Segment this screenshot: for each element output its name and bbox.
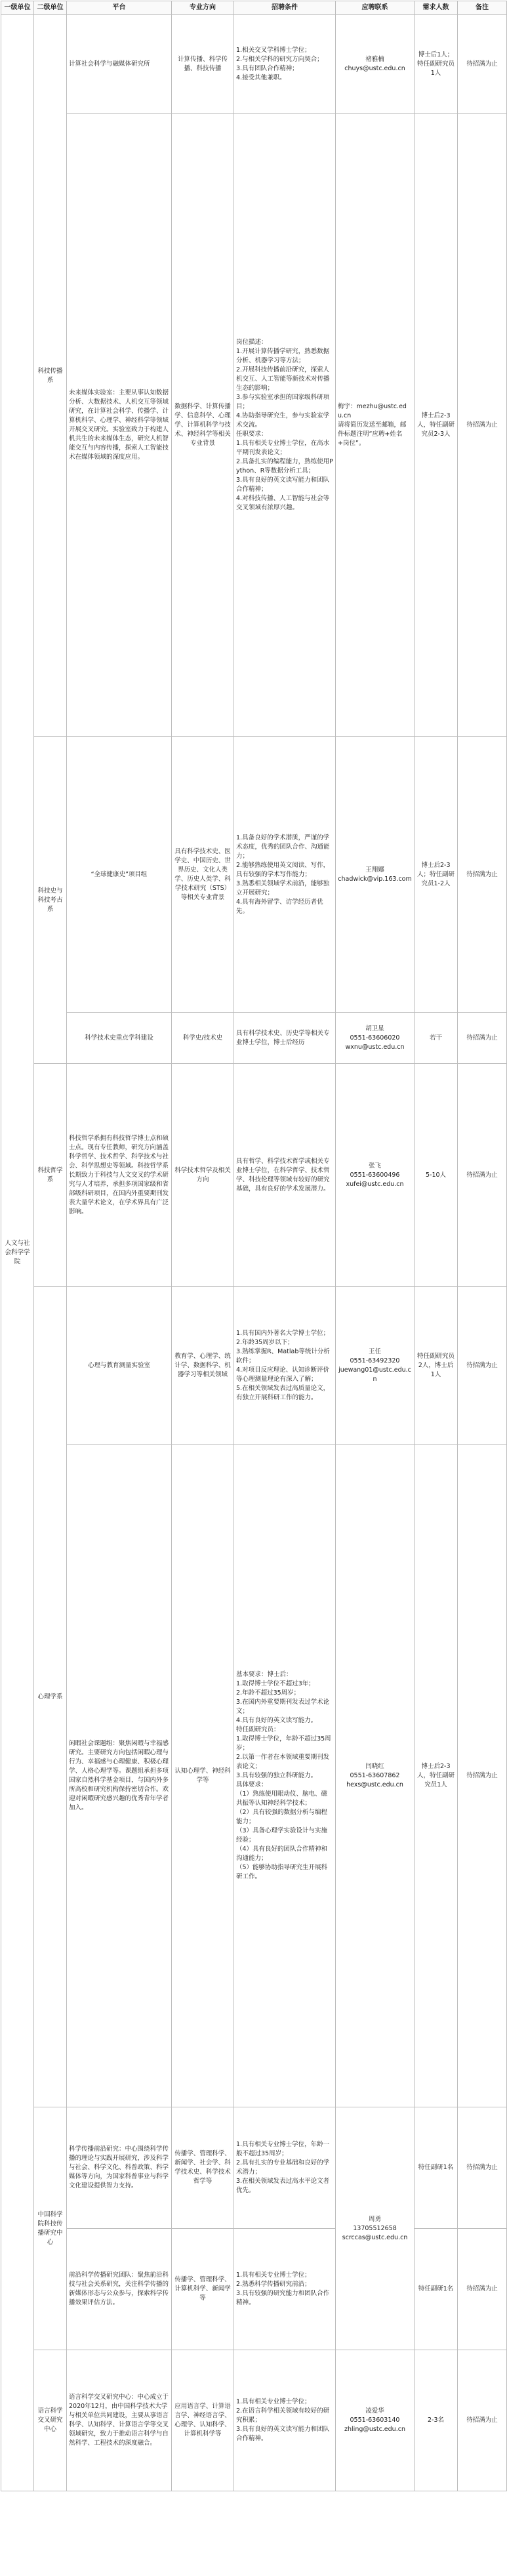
contact-cell: 王任 0551-63492320 juewang01@ustc.edu.cn — [336, 1287, 415, 1445]
major-cell: 科学史/技术史 — [172, 1013, 234, 1064]
platform-cell: “全球健康史”项目组 — [67, 737, 172, 1013]
platform-cell: 未来媒体实验室：主要从事认知数据分析、大数据技术、人机交互等领域研究，在计算社会科学、传播学、计算机科学、心理学、神经科学等领域开展交叉研究。实验室致力于构建人机共生的未来媒体生态，研究人机智能交互与内容传播，探索人工智能技术在媒体领域的深度应用。 — [67, 114, 172, 737]
major-cell: 应用语言学、计算语言学、神经语言学、心理学、认知科学、计算机科学等 — [172, 2350, 234, 2491]
contact-cell: 闫晓红 0551-63607862 hexs@ustc.edu.cn — [336, 1445, 415, 2107]
unit2-cell: 语言科学交叉研究中心 — [34, 2350, 67, 2491]
header-major: 专业方向 — [172, 1, 234, 15]
platform-cell: 前沿科学传播研究团队：聚焦前沿科技与社会关系研究，关注科学传播的新媒体形态与公众参与，探索科学传播效果评估方法。 — [67, 2229, 172, 2350]
header-note: 备注 — [458, 1, 507, 15]
table-row — [1, 2350, 507, 2491]
contact-cell: 凌爱华 0551-63603140 zhling@ustc.edu.cn — [336, 2350, 415, 2491]
count-cell: 博士后2-3人；特任副研究员1-2人 — [415, 737, 458, 1013]
note-cell: 待招满为止 — [458, 1064, 507, 1287]
note-cell: 待招满为止 — [458, 1287, 507, 1445]
count-cell: 特任副研1名 — [415, 2229, 458, 2350]
requirement-cell: 具有哲学、科学技术哲学或相关专业博士学位，在科学哲学、技术哲学、科技伦理等领域有较好的研究基础，具有良好的学术发展潜力。 — [234, 1064, 336, 1287]
major-cell: 认知心理学、神经科学等 — [172, 1445, 234, 2107]
count-cell: 特任副研究员2人，博士后1人 — [415, 1287, 458, 1445]
note-cell: 待招满为止 — [458, 2229, 507, 2350]
table-row — [1, 114, 507, 737]
contact-cell: 王翔娜 chadwick@vip.163.com — [336, 737, 415, 1013]
note-cell: 待招满为止 — [458, 2107, 507, 2229]
count-cell: 若干 — [415, 1013, 458, 1064]
platform-cell: 科学传播前沿研究：中心围绕科学传播的理论与实践开展研究，涉及科学与社会、科学文化、科普政策、科学媒体等方向，为国家科普事业与科学文化建设提供智力支持。 — [67, 2107, 172, 2229]
requirement-cell: 1.具有国内外著名大学博士学位； 2.年龄35周岁以下； 3.熟练掌握R、Matlab等统计分析软件； 4.对项目反应理论、认知诊断评价等心理测量理论有深入了解； 5.在相关领域发表过高质量论文，有独立开展科研工作的能力。 — [234, 1287, 336, 1445]
count-cell: 5-10人 — [415, 1064, 458, 1287]
unit2-cell: 科技传播系 — [34, 15, 67, 737]
unit1-cell: 人文与社会科学学院 — [1, 15, 34, 2491]
major-cell: 具有科学技术史、医学史、中国历史、世界历史、文化人类学、历史人类学、科学技术研究（STS）等相关专业背景 — [172, 737, 234, 1013]
header-unit2: 二级单位 — [34, 1, 67, 15]
header-platform: 平台 — [67, 1, 172, 15]
contact-cell: 张飞 0551-63600496 xufei@ustc.edu.cn — [336, 1064, 415, 1287]
header-count: 需求人数 — [415, 1, 458, 15]
note-cell: 待招满为止 — [458, 1445, 507, 2107]
major-cell: 传播学、管理科学、新闻学、社会学、科学技术史、科学技术哲学等 — [172, 2107, 234, 2229]
major-cell: 传播学、管理科学、计算机科学、新闻学等 — [172, 2229, 234, 2350]
note-cell: 待招满为止 — [458, 737, 507, 1013]
unit2-cell: 科技哲学系 — [34, 1064, 67, 1287]
platform-cell: 闲暇社会课题组：聚焦闲暇与幸福感研究。主要研究方向包括闲暇心理与行为、幸福感与心理健康、积极心理学、人格心理学等。课题组承担多项国家自然科学基金项目，与国内外多所高校和研究机构保持密切合作。欢迎对闲暇研究感兴趣的优秀青年学者加入。 — [67, 1445, 172, 2107]
table-row — [1, 1445, 507, 2107]
note-cell: 待招满为止 — [458, 2350, 507, 2491]
contact-cell: 胡卫星 0551-63606020 wxnu@ustc.edu.cn — [336, 1013, 415, 1064]
unit2-cell: 心理学系 — [34, 1287, 67, 2107]
requirement-cell: 基本要求：博士后： 1.取得博士学位不超过3年； 2.年龄不超过35周岁； 3.在国内外重要期刊发表过学术论文； 4.具有良好的英文读写能力。 特任副研究员： 1.取得博士学位，年龄不超过35周岁； 2.以第一作者在本领域重要期刊发表论文； 3.具有较强的独立科研能力。 具体要求： （1）熟练使用眼动仪、脑电、磁共振等认知神经科学技术； （2）具有较强的数据分析与编程能力； （3）具备心理学实验设计与实施经验； （4）具有良好的团队合作精神和沟通能力； （5）能够协助指导研究生开展科研工作。 — [234, 1445, 336, 2107]
note-cell: 待招满为止 — [458, 114, 507, 737]
table-row — [1, 737, 507, 1013]
major-cell: 教育学、心理学、统计学、数据科学、机器学习等相关领域 — [172, 1287, 234, 1445]
header-unit1: 一级单位 — [1, 1, 34, 15]
recruitment-table — [1, 1, 507, 2491]
requirement-cell: 1.具备良好的学术潜质，严谨的学术态度，优秀的团队合作、沟通能力； 2.能够熟练使用英文阅读、写作，具有较强的学术写作能力； 3.熟悉相关领域学术前沿，能够独立开展研究； 4.具有海外留学、访学经历者优先。 — [234, 737, 336, 1013]
requirement-cell: 1.具有相关专业博士学位，年龄一般不超过35周岁； 2.具有扎实的专业基础和良好的学术潜力； 3.在相关领域发表过高水平论文者优先。 — [234, 2107, 336, 2229]
table-row — [1, 1287, 507, 1445]
count-cell: 特任副研1名 — [415, 2107, 458, 2229]
platform-cell: 科技哲学系拥有科技哲学博士点和硕士点。现有专任教师，研究方向涵盖科学哲学、技术哲学、科学技术与社会、科学思想史等领域。科技哲学系长期致力于科技与人文交叉的学术研究与人才培养，承担多项国家级和省部级科研项目，在国内外重要期刊发表大量学术论文，在学术界具有广泛影响。 — [67, 1064, 172, 1287]
table-row — [1, 2107, 507, 2229]
count-cell: 博士后2-3人，特任副研究员1人 — [415, 1445, 458, 2107]
note-cell: 待招满为止 — [458, 1013, 507, 1064]
count-cell: 博士后2-3人，特任副研究员2-3人 — [415, 114, 458, 737]
header-contact: 应聘联系 — [336, 1, 415, 15]
unit2-cell: 中国科学院科技传播研究中心 — [34, 2107, 67, 2350]
requirement-cell: 1.具有相关专业博士学位； 2.在语言科学相关领域有较好的研究积累； 3.具有良好的英文读写能力和团队合作精神。 — [234, 2350, 336, 2491]
major-cell: 计算传播、科学传播、科技传播 — [172, 15, 234, 114]
table-row — [1, 1013, 507, 1064]
unit2-cell: 科技史与科技考古系 — [34, 737, 67, 1064]
table-header-row — [1, 1, 507, 15]
contact-cell: 褚雅楠 chuys@ustc.edu.cn — [336, 15, 415, 114]
major-cell: 科学技术哲学及相关方向 — [172, 1064, 234, 1287]
table-row — [1, 1064, 507, 1287]
requirement-cell: 岗位描述： 1.开展计算传播学研究，熟悉数据分析、机器学习等方法； 2.开展科技传播前沿研究，探索人机交互、人工智能等新技术对传播生态的影响； 3.参与实验室承担的国家级科研项目； 4.协助指导研究生，参与实验室学术交流。 任职要求： 1.具有相关专业博士学位，在高水平期刊发表论文； 2.具备扎实的编程能力，熟练使用Python、R等数据分析工具； 3.具有良好的英文读写能力和团队合作精神； 4.对科技传播、人工智能与社会等交叉领域有浓厚兴趣。 — [234, 114, 336, 737]
count-cell: 2-3名 — [415, 2350, 458, 2491]
table-row — [1, 15, 507, 114]
count-cell: 博士后1人；特任副研究员1人 — [415, 15, 458, 114]
platform-cell: 语言科学交叉研究中心：中心成立于2020年12月，由中国科学技术大学与相关单位共同建设，主要从事语言科学、认知科学、计算语言学等交叉领域研究，致力于推动语言科学与自然科学、工程技术的深度融合。 — [67, 2350, 172, 2491]
note-cell: 待招满为止 — [458, 15, 507, 114]
requirement-cell: 1.相关交叉学科博士学位； 2.与相关学科的研究方向契合； 3.具有团队合作精神； 4.接受其他兼职。 — [234, 15, 336, 114]
contact-cell: 周勇 13705512658 scrccas@ustc.edu.cn — [336, 2107, 415, 2350]
contact-cell: 梅宇：mezhu@ustc.edu.cn 请将简历发送至邮箱，邮件标题注明“应聘+姓名+岗位”。 — [336, 114, 415, 737]
platform-cell: 计算社会科学与融媒体研究所 — [67, 15, 172, 114]
header-requirement: 招聘条件 — [234, 1, 336, 15]
platform-cell: 科学技术史重点学科建设 — [67, 1013, 172, 1064]
requirement-cell: 1.具有相关专业博士学位； 2.熟悉科学传播研究前沿； 3.具有较强的研究能力和团队合作精神。 — [234, 2229, 336, 2350]
platform-cell: 心理与教育测量实验室 — [67, 1287, 172, 1445]
major-cell: 数据科学、计算传播学、信息科学、心理学、计算机科学与技术、神经科学等相关专业背景 — [172, 114, 234, 737]
table-row — [1, 2229, 507, 2350]
requirement-cell: 具有科学技术史、历史学等相关专业博士学位，博士后经历 — [234, 1013, 336, 1064]
